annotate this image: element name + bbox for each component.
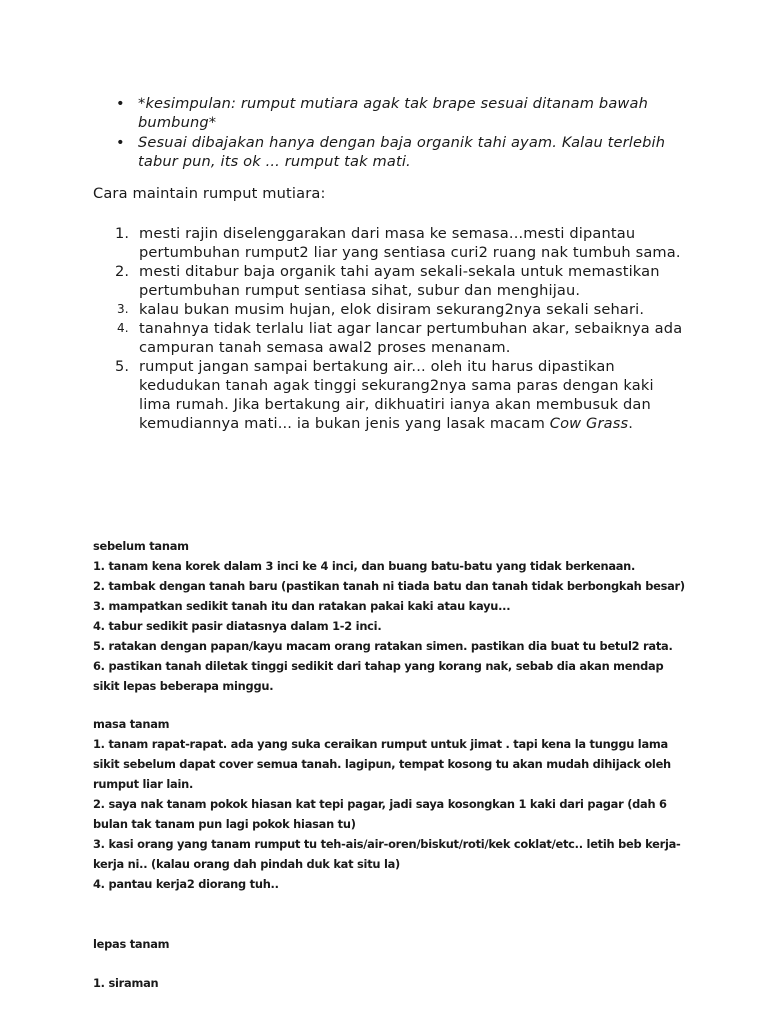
section-lepas-tanam [93, 934, 693, 954]
step-line: 3. kasi orang yang tanam rumput tu teh-ais/air-oren/biskut/roti/kek coklat/etc.. letih beb kerja-kerja ni.. (kalau orang dah pindah duk kat situ la) [93, 837, 681, 871]
list-number: 2. [115, 263, 130, 280]
list-item [115, 262, 684, 300]
list-number: 5. [115, 358, 130, 375]
section-heading: sebelum tanam [93, 539, 189, 553]
list-item [117, 300, 684, 319]
list-item-text: kalau bukan musim hujan, elok disiram sekurang2nya sekali sehari. [139, 301, 645, 318]
section-sebelum-tanam [93, 536, 693, 696]
conclusion-bullet-list [138, 94, 698, 172]
list-number: 4. [117, 321, 129, 335]
section-masa-tanam [93, 714, 693, 894]
section-heading: lepas tanam [93, 937, 170, 951]
list-number: 3. [117, 302, 129, 316]
list-item-text: tanahnya tidak terlalu liat agar lancar pertumbuhan akar, sebaiknya ada campuran tanah semasa awal2 proses menanam. [139, 320, 683, 356]
section-lepas-tanam-steps [93, 973, 693, 993]
step-line: 4. tabur sedikit pasir diatasnya dalam 1-2 inci. [93, 619, 382, 633]
list-item-text: mesti ditabur baja organik tahi ayam sekali-sekala untuk memastikan pertumbuhan rumput sentiasa sihat, subur dan menghijau. [139, 263, 660, 299]
list-item-text: rumput jangan sampai bertakung air... oleh itu harus dipastikan kedudukan tanah agak tinggi sekurang2nya sama paras dengan kaki lima rumah. Jika bertakung air, dikhuatiri ianya akan membusuk dan kemudiannya mati... ia bukan jenis yang lasak macam [139, 358, 654, 432]
step-line: 1. siraman [93, 976, 159, 990]
bullet-text: Sesuai dibajakan hanya dengan baja organik tahi ayam. Kalau terlebih tabur pun, its ok ... rumput tak mati. [138, 134, 666, 170]
maintenance-numbered-list [115, 224, 684, 433]
bullet-item [138, 94, 698, 132]
step-line: 6. pastikan tanah diletak tinggi sedikit dari tahap yang korang nak, sebab dia akan mendap sikit lepas beberapa minggu. [93, 659, 664, 693]
step-line: 3. mampatkan sedikit tanah itu dan ratakan pakai kaki atau kayu... [93, 599, 511, 613]
list-number: 1. [115, 225, 130, 242]
step-line: 1. tanam rapat-rapat. ada yang suka ceraikan rumput untuk jimat . tapi kena la tunggu lama sikit sebelum dapat cover semua tanah. lagipun, tempat kosong tu akan mudah dihijack oleh rumput liar lain. [93, 737, 671, 791]
bullet-item [138, 133, 698, 171]
section-heading-cara: Cara maintain rumput mutiara: [93, 185, 326, 202]
section-heading: masa tanam [93, 717, 170, 731]
list-item [115, 357, 684, 433]
list-item-text: mesti rajin diselenggarakan dari masa ke semasa...mesti dipantau pertumbuhan rumput2 liar yang sentiasa curi2 ruang nak tumbuh sama. [139, 225, 681, 261]
list-item-italic-text: Cow Grass [549, 415, 629, 432]
list-item [115, 224, 684, 262]
bullet-text: *kesimpulan: rumput mutiara agak tak brape sesuai ditanam bawah bumbung* [138, 95, 648, 131]
step-line: 2. tambak dengan tanah baru (pastikan tanah ni tiada batu dan tanah tidak berbongkah besar) [93, 579, 685, 593]
step-line: 5. ratakan dengan papan/kayu macam orang ratakan simen. pastikan dia buat tu betul2 rata. [93, 639, 673, 653]
step-line: 1. tanam kena korek dalam 3 inci ke 4 inci, dan buang batu-batu yang tidak berkenaan. [93, 559, 636, 573]
step-line: 4. pantau kerja2 diorang tuh.. [93, 877, 279, 891]
step-line: 2. saya nak tanam pokok hiasan kat tepi pagar, jadi saya kosongkan 1 kaki dari pagar (dah 6 bulan tak tanam pun lagi pokok hiasan tu) [93, 797, 667, 831]
list-item [117, 319, 684, 357]
list-item-text-tail: . [628, 415, 634, 432]
